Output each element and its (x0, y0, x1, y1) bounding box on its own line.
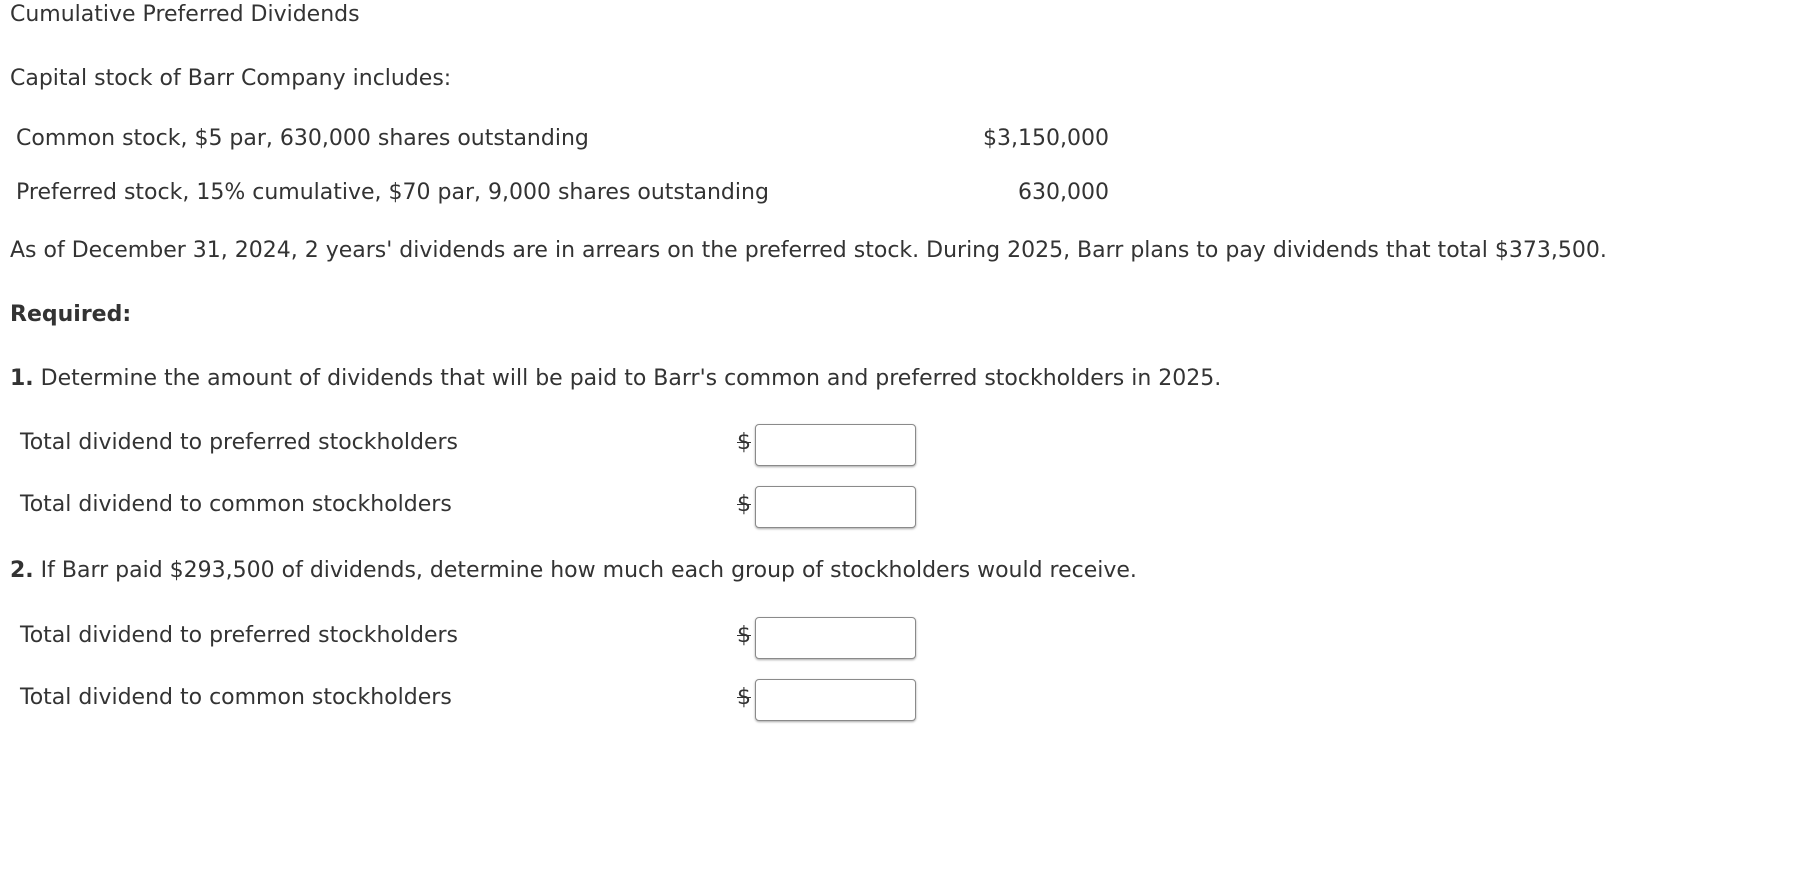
q2-preferred-dividend-input[interactable] (755, 617, 916, 659)
question-2-text: If Barr paid $293,500 of dividends, determine how much each group of stockholders would receive. (33, 558, 1137, 583)
preferred-stock-label: Preferred stock, 15% cumulative, $70 par, 9,000 shares outstanding (16, 180, 769, 205)
q1-common-dollar-sign: $ (737, 492, 751, 517)
intro-text: Capital stock of Barr Company includes: (10, 66, 452, 91)
question-2-number: 2. (10, 558, 34, 583)
preferred-stock-amount: 630,000 (1018, 180, 1109, 205)
question-1-text: Determine the amount of dividends that will be paid to Barr's common and preferred stockholders in 2025. (33, 366, 1222, 391)
q2-preferred-label: Total dividend to preferred stockholders (20, 623, 459, 648)
q1-preferred-label: Total dividend to preferred stockholders (20, 430, 459, 455)
required-heading: Required: (10, 302, 132, 327)
problem-paragraph: As of December 31, 2024, 2 years' dividends are in arrears on the preferred stock. During 2025, Barr plans to pay dividends that total $373,500. (10, 238, 1607, 263)
common-stock-label: Common stock, $5 par, 630,000 shares outstanding (16, 126, 589, 151)
q1-common-label: Total dividend to common stockholders (20, 492, 452, 517)
question-2 (10, 558, 1137, 584)
q1-common-dividend-input[interactable] (755, 486, 916, 528)
q1-preferred-dollar-sign: $ (737, 430, 751, 455)
q2-common-label: Total dividend to common stockholders (20, 685, 452, 710)
q2-common-dividend-input[interactable] (755, 679, 916, 721)
question-1-number: 1. (10, 366, 34, 391)
q2-common-dollar-sign: $ (737, 685, 751, 710)
q2-preferred-dollar-sign: $ (737, 623, 751, 648)
common-stock-amount: $3,150,000 (983, 126, 1109, 151)
page-title: Cumulative Preferred Dividends (10, 2, 360, 27)
q1-preferred-dividend-input[interactable] (755, 424, 916, 466)
question-1 (10, 366, 1221, 392)
